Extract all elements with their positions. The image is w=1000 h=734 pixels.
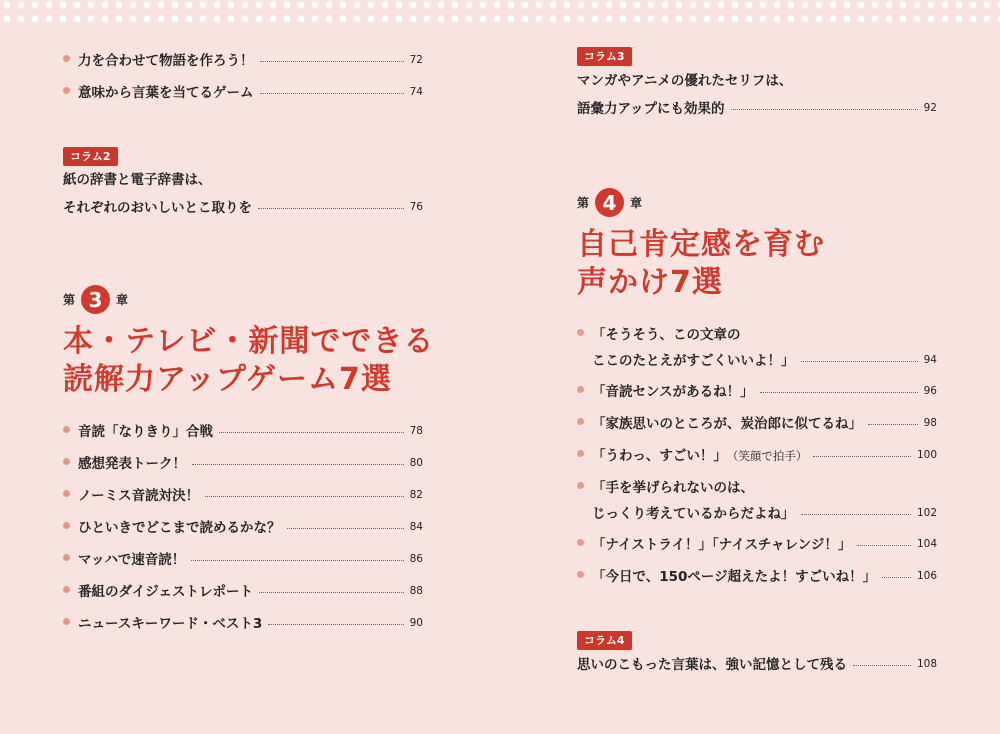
page-number: 108 xyxy=(916,658,937,670)
bullet-icon xyxy=(63,458,70,465)
bullet-icon xyxy=(577,571,584,578)
page-number: 88 xyxy=(409,585,423,597)
toc-entry[interactable]: 意味から言葉を当てるゲーム 74 xyxy=(63,79,423,101)
dot-leader xyxy=(801,514,911,515)
page-number: 96 xyxy=(923,385,937,397)
toc-entry-column4[interactable]: 思いのこもった言葉は、強い記憶として残る 108 xyxy=(577,657,937,673)
bullet-icon xyxy=(63,55,70,62)
column-badge: コラム2 xyxy=(63,147,118,166)
chapter-title: 自己肯定感を育む 声かけ7選 xyxy=(577,227,825,300)
dot-leader xyxy=(731,109,918,110)
bullet-icon xyxy=(577,482,584,489)
page-number: 92 xyxy=(923,102,937,114)
page-number: 84 xyxy=(409,521,423,533)
page-number: 80 xyxy=(409,457,423,469)
dot-leader xyxy=(219,432,404,433)
dot-leader xyxy=(287,528,404,529)
toc-entry[interactable]: 番組のダイジェストレポート 88 xyxy=(63,578,423,600)
toc-entry[interactable]: 「うわっ、すごい！」 （笑顔で拍手） 100 xyxy=(577,442,937,464)
toc-entry[interactable]: 音読「なりきり」合戦 78 xyxy=(63,418,423,440)
page-number: 74 xyxy=(409,86,423,98)
dot-leader xyxy=(801,361,918,362)
page-number: 78 xyxy=(409,425,423,437)
toc-entry[interactable]: 「手を挙げられないのは、 じっくり考えているからだよね」 102 xyxy=(577,474,937,522)
toc-entry[interactable]: 「家族思いのところが、炭治郎に似てるね」 98 xyxy=(577,410,937,432)
dotted-border xyxy=(0,0,1000,26)
dot-leader xyxy=(260,61,404,62)
toc-entry-column3[interactable]: マンガやアニメの優れたセリフは、 語彙力アップにも効果的 92 xyxy=(577,73,937,117)
dot-leader xyxy=(882,577,911,578)
page-number: 106 xyxy=(916,570,937,582)
dot-leader xyxy=(192,464,404,465)
toc-entry[interactable]: マッハで速音読！ 86 xyxy=(63,546,423,568)
dot-leader xyxy=(813,456,911,457)
page-number: 98 xyxy=(923,417,937,429)
bullet-icon xyxy=(577,418,584,425)
toc-entry[interactable]: 「ナイストライ！」「ナイスチャレンジ！」 104 xyxy=(577,531,937,553)
bullet-icon xyxy=(63,554,70,561)
toc-entry[interactable]: 「そうそう、この文章の ここのたとえがすごくいいよ！」 94 xyxy=(577,321,937,369)
toc-entry[interactable]: ひといきでどこまで読めるかな？ 84 xyxy=(63,514,423,536)
bullet-icon xyxy=(577,450,584,457)
dot-leader xyxy=(205,496,404,497)
toc-entry[interactable]: ノーミス音読対決！ 82 xyxy=(63,482,423,504)
page-number: 90 xyxy=(409,617,423,629)
bullet-icon xyxy=(63,586,70,593)
toc-entry[interactable]: 感想発表トーク！ 80 xyxy=(63,450,423,472)
bullet-icon xyxy=(63,490,70,497)
toc-entry-column2[interactable]: 紙の辞書と電子辞書は、 それぞれのおいしいとこ取りを 76 xyxy=(63,172,423,216)
column-badge: コラム4 xyxy=(577,631,632,650)
page-number: 72 xyxy=(409,54,423,66)
dot-leader xyxy=(191,560,403,561)
bullet-icon xyxy=(63,426,70,433)
toc-entry[interactable]: 「音読センスがあるね！」 96 xyxy=(577,378,937,400)
dot-leader xyxy=(268,624,403,625)
page-number: 76 xyxy=(409,201,423,213)
chapter-number: 4 xyxy=(595,188,624,217)
toc-entry[interactable]: 力を合わせて物語を作ろう！ 72 xyxy=(63,47,423,69)
bullet-icon xyxy=(577,329,584,336)
dot-leader xyxy=(760,392,918,393)
dot-leader xyxy=(857,545,911,546)
page-number: 100 xyxy=(916,449,937,461)
chapter-label: 第 3 章 xyxy=(63,285,128,314)
bullet-icon xyxy=(63,618,70,625)
toc-entry[interactable]: ニュースキーワード・ベスト3 90 xyxy=(63,610,423,632)
column-badge: コラム3 xyxy=(577,47,632,66)
page-number: 82 xyxy=(409,489,423,501)
page-number: 102 xyxy=(916,507,937,519)
bullet-icon xyxy=(577,539,584,546)
chapter-number: 3 xyxy=(81,285,110,314)
page-number: 86 xyxy=(409,553,423,565)
toc-entry[interactable]: 「今日で、150ページ超えたよ！すごいね！」 106 xyxy=(577,563,937,585)
chapter-label: 第 4 章 xyxy=(577,188,642,217)
dot-leader xyxy=(259,592,404,593)
dot-leader xyxy=(868,424,918,425)
page-number: 104 xyxy=(916,538,937,550)
dot-leader xyxy=(260,93,404,94)
bullet-icon xyxy=(63,87,70,94)
bullet-icon xyxy=(577,386,584,393)
dot-leader xyxy=(853,665,911,666)
chapter-title: 本・テレビ・新聞でできる 読解力アップゲーム7選 xyxy=(63,324,435,397)
bullet-icon xyxy=(63,522,70,529)
dot-leader xyxy=(258,208,404,209)
page-number: 94 xyxy=(923,354,937,366)
